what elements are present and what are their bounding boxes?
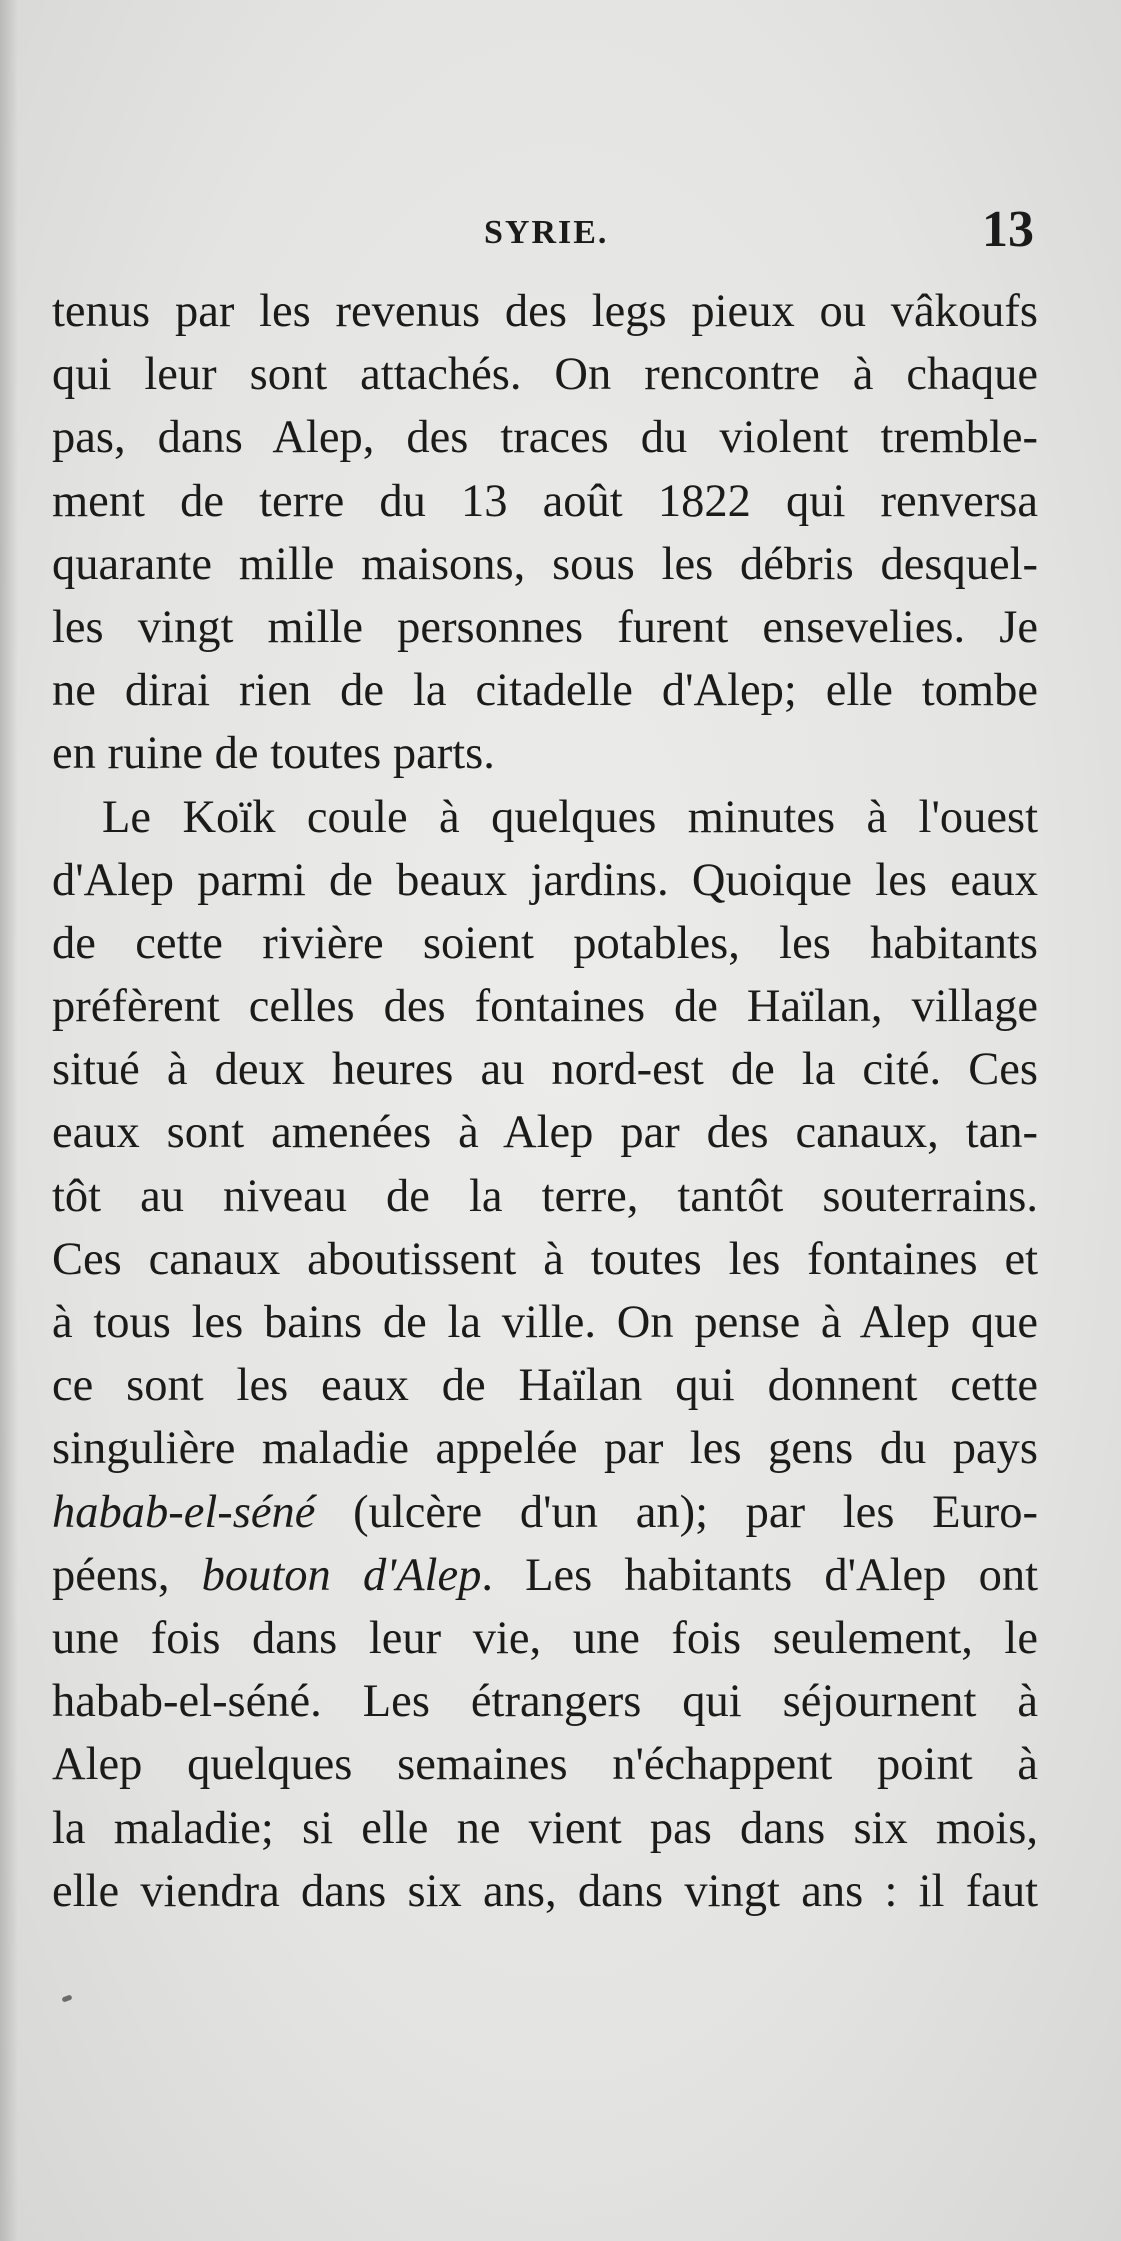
line-segment: . Les habitants d'Alep ont bbox=[481, 1549, 1038, 1601]
text-line: pas, dans Alep, des traces du violent tremble- bbox=[52, 412, 1038, 464]
text-line: singulière maladie appelée par les gens du pays bbox=[52, 1423, 1038, 1475]
paragraph-start-line: Le Koïk coule à quelques minutes à l'ouest bbox=[102, 791, 1038, 843]
text-line: de cette rivière soient potables, les habitants bbox=[52, 917, 1038, 969]
text-line: ment de terre du 13 août 1822 qui renversa bbox=[52, 475, 1038, 527]
text-line: tenus par les revenus des legs pieux ou vâkoufs bbox=[52, 286, 1038, 337]
line-segment: (ulcère d'un an); par les Euro- bbox=[315, 1486, 1038, 1538]
text-line: eaux sont amenées à Alep par des canaux, tan- bbox=[52, 1107, 1038, 1159]
italic-term: bouton d'Alep bbox=[201, 1549, 482, 1601]
italic-term: habab-el-séné bbox=[52, 1486, 316, 1538]
text-line: les vingt mille personnes furent ensevelies. Je bbox=[52, 601, 1038, 653]
text-line: tôt au niveau de la terre, tantôt souterrains. bbox=[52, 1170, 1038, 1222]
running-head: SYRIE. bbox=[484, 214, 609, 251]
text-line: ce sont les eaux de Haïlan qui donnent cette bbox=[52, 1360, 1038, 1412]
text-line: quarante mille maisons, sous les débris desquel- bbox=[52, 538, 1038, 590]
ink-speck bbox=[61, 1994, 72, 2002]
binding-shadow bbox=[0, 0, 18, 2241]
text-line-with-italic bbox=[52, 1544, 1038, 1607]
text-line: elle viendra dans six ans, dans vingt ans : il faut bbox=[52, 1865, 1038, 1917]
text-line: la maladie; si elle ne vient pas dans six mois, bbox=[52, 1802, 1038, 1854]
paragraph-end-line: en ruine de toutes parts. bbox=[52, 728, 495, 780]
text-line: à tous les bains de la ville. On pense à Alep que bbox=[52, 1297, 1038, 1348]
text-line-with-italic bbox=[52, 1481, 1038, 1544]
text-line: situé à deux heures au nord-est de la cité. Ces bbox=[52, 1044, 1038, 1096]
text-line: Ces canaux aboutissent à toutes les fontaines et bbox=[52, 1233, 1038, 1285]
page-number: 13 bbox=[982, 201, 1034, 258]
text-line: une fois dans leur vie, une fois seulement, le bbox=[52, 1612, 1038, 1664]
text-line: qui leur sont attachés. On rencontre à chaque bbox=[52, 349, 1038, 401]
text-line: habab-el-séné. Les étrangers qui séjournent à bbox=[52, 1676, 1038, 1728]
text-line: d'Alep parmi de beaux jardins. Quoique les eaux bbox=[52, 854, 1038, 906]
text-line: ne dirai rien de la citadelle d'Alep; elle tombe bbox=[52, 665, 1038, 717]
text-line: préfèrent celles des fontaines de Haïlan, village bbox=[52, 981, 1038, 1033]
page-header bbox=[0, 200, 1121, 260]
line-segment: péens, bbox=[52, 1549, 202, 1601]
text-line: Alep quelques semaines n'échappent point à bbox=[52, 1739, 1038, 1791]
body-text bbox=[52, 280, 1038, 1923]
